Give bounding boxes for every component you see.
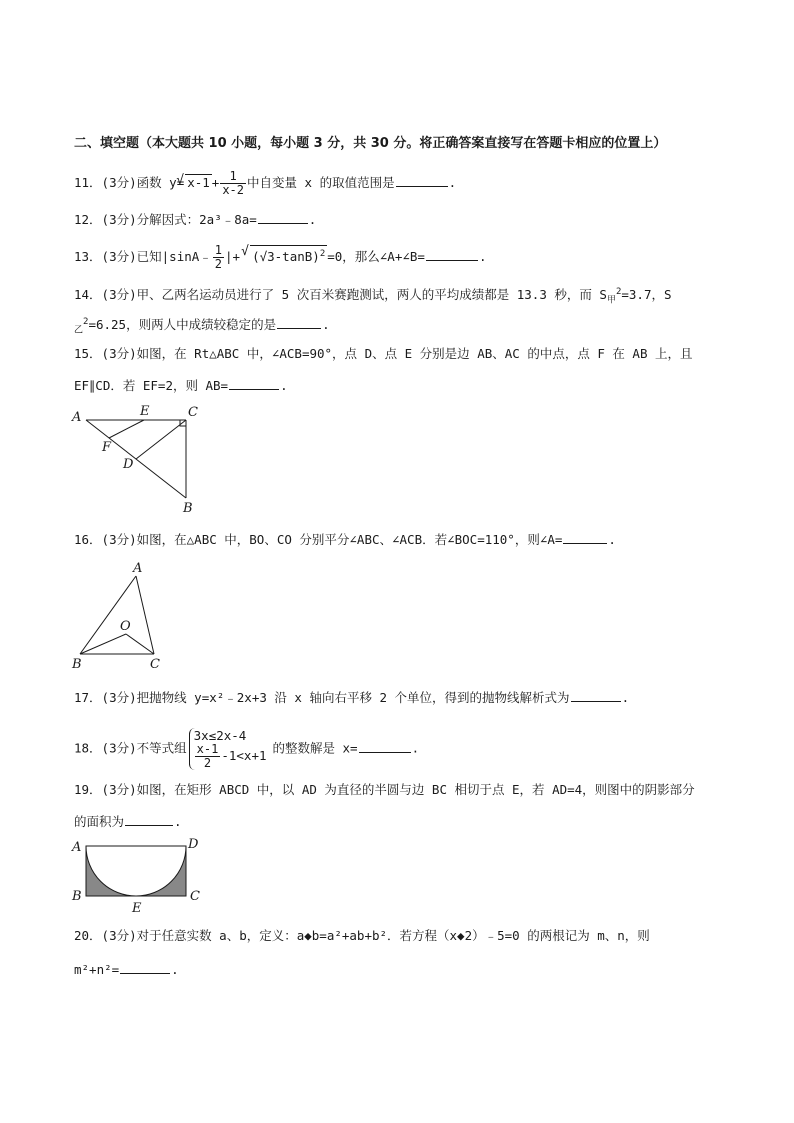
segment-cd bbox=[136, 420, 186, 459]
question-15-line-1: 15．(3分)如图，在 Rt△ABC 中，∠ACB=90°，点 D、点 E 分别是边 AB、AC 的中点，点 F 在 AB 上，且 bbox=[74, 346, 693, 361]
sqrt-expression: √ $(√3-\tan B)^2$ bbox=[250, 245, 327, 265]
fraction: $\frac{1}{x-2}$ bbox=[222, 169, 245, 197]
answer-blank[interactable] bbox=[426, 247, 478, 261]
answer-blank[interactable] bbox=[229, 376, 279, 390]
answer-blank[interactable] bbox=[258, 210, 308, 224]
label-e: E bbox=[132, 901, 142, 916]
question-number: 14．(3分) bbox=[74, 287, 137, 303]
question-20-line-1: 20．(3分)对于任意实数 a、b，定义：a◆b=a²+ab+b²．若方程（x◆2）﹣5=0 的两根记为 m、n，则 bbox=[74, 928, 650, 943]
figure-q15-triangle bbox=[66, 400, 206, 520]
question-14-line-2: $_乙^2$=6.25，则两人中成绩较稳定的是 . bbox=[74, 317, 330, 336]
question-number: 12．(3分) bbox=[74, 212, 137, 227]
question-19-line-2: 的面积为 . bbox=[74, 814, 182, 829]
label-c: C bbox=[150, 657, 160, 672]
label-a: A bbox=[133, 561, 143, 576]
label-f: F bbox=[102, 440, 112, 455]
figure-q16-triangle bbox=[66, 556, 176, 676]
question-17: 17．(3分)把抛物线 y=x²﹣2x+3 沿 x 轴向右平移 2 个单位，得到的抛物线解析式为 . bbox=[74, 690, 630, 705]
question-14-line-1: 14．(3分)甲、乙两名运动员进行了 5 次百米赛跑测试，两人的平均成绩都是 13.3 秒，而 $S_甲^2=3.7$，S bbox=[74, 287, 672, 306]
answer-blank[interactable] bbox=[120, 960, 170, 974]
inequality-system: 3x≤2x-4 $\frac{x-1}{2}$ -1<x+1 bbox=[189, 728, 271, 770]
question-16: 16．(3分)如图，在△ABC 中，BO、CO 分别平分∠ABC、∠ACB．若∠BOC=110°，则∠A= . bbox=[74, 532, 616, 547]
label-c: C bbox=[188, 405, 198, 420]
question-number: 16．(3分) bbox=[74, 532, 137, 547]
label-e: E bbox=[140, 404, 150, 419]
label-b: B bbox=[72, 657, 82, 672]
answer-blank[interactable] bbox=[563, 530, 607, 544]
question-11: 11．(3分)函数 y=√ x-1 + $\frac{1}{x-2}$ 中自变量 x 的取值范围是 . bbox=[74, 170, 456, 197]
question-13: 13．(3分)已知|sinA﹣ $\frac{1}{2}$ |+√ $(√3-\tan B)^2 =0$，那么∠A+∠B= . bbox=[74, 244, 486, 271]
question-number: 11．(3分) bbox=[74, 175, 137, 190]
label-d: D bbox=[123, 457, 134, 472]
question-12: 12．(3分)分解因式：2a³﹣8a= . bbox=[74, 212, 317, 227]
answer-blank[interactable] bbox=[277, 315, 321, 329]
sqrt-expression: √ x-1 bbox=[185, 174, 212, 191]
question-number: 18．(3分) bbox=[74, 740, 137, 756]
label-a: A bbox=[72, 840, 82, 855]
figure-q19-rectangle bbox=[66, 836, 216, 916]
question-number: 13．(3分) bbox=[74, 249, 137, 264]
answer-blank[interactable] bbox=[359, 739, 411, 753]
question-19-line-1: 19．(3分)如图，在矩形 ABCD 中，以 AD 为直径的半圆与边 BC 相切于点 E，若 AD=4，则图中的阴影部分 bbox=[74, 782, 695, 797]
question-number: 20．(3分) bbox=[74, 928, 137, 943]
shaded-region-right bbox=[136, 846, 186, 896]
answer-blank[interactable] bbox=[125, 812, 173, 826]
label-c: C bbox=[190, 889, 200, 904]
question-number: 15．(3分) bbox=[74, 346, 137, 361]
question-number: 19．(3分) bbox=[74, 782, 137, 797]
question-15-line-2: EF∥CD．若 EF=2，则 AB= . bbox=[74, 378, 288, 393]
label-d: D bbox=[188, 837, 199, 852]
label-b: B bbox=[183, 501, 193, 516]
label-o: O bbox=[120, 619, 131, 634]
answer-blank[interactable] bbox=[396, 173, 448, 187]
answer-blank[interactable] bbox=[571, 688, 621, 702]
shaded-region-left bbox=[86, 846, 136, 896]
label-a: A bbox=[72, 410, 82, 425]
section-title: 二、填空题（本大题共 10 小题，每小题 3 分，共 30 分。将正确答案直接写在答题卡相应的位置上） bbox=[74, 136, 667, 151]
question-20-line-2: m²+n²= . bbox=[74, 962, 179, 977]
segment-ac bbox=[136, 576, 154, 654]
segment-ef bbox=[109, 420, 144, 438]
fraction: $\frac{1}{2}$ bbox=[214, 243, 223, 271]
label-b: B bbox=[72, 889, 82, 904]
question-18: 18．(3分)不等式组 3x≤2x-4 $\frac{x-1}{2}$ -1<x+1 的整数解是 x= . bbox=[74, 728, 420, 770]
question-number: 17．(3分) bbox=[74, 690, 137, 705]
